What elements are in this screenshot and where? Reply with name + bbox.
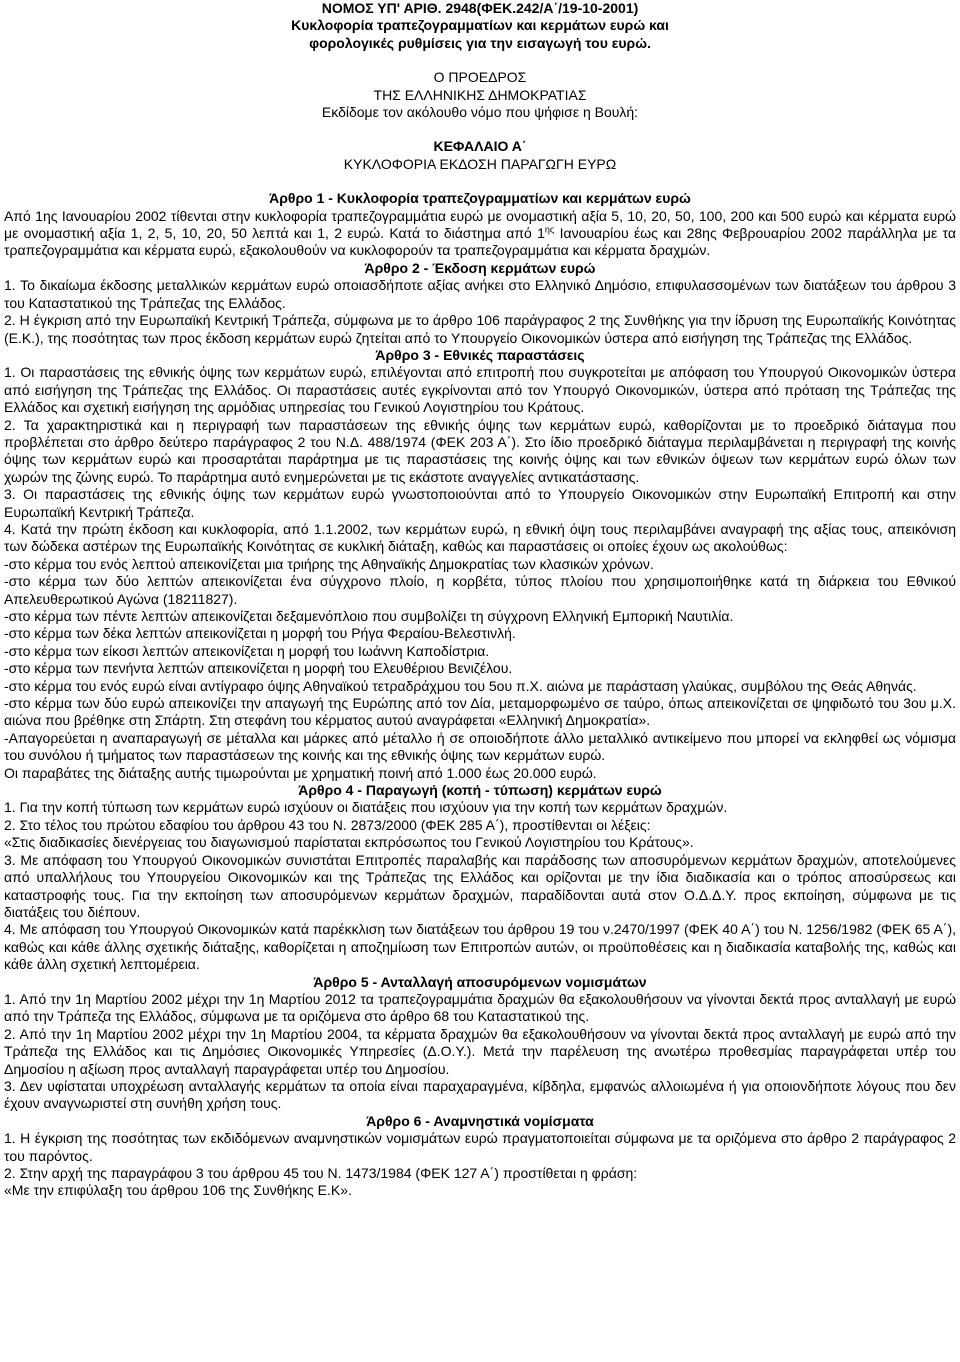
article-3-heading: Άρθρο 3 - Εθνικές παραστάσεις — [375, 346, 585, 363]
article-1-text — [4, 208, 956, 260]
article-4-paragraph-2-quote: «Στις διαδικασίες διενέργειας του διαγωνισμού παρίσταται εκπρόσωπος του Γενικού Λογιστηρίου του Κράτους». — [4, 834, 694, 851]
law-subject-line-2: φορολογικές ρυθμίσεις για την εισαγωγή του ευρώ. — [309, 34, 651, 51]
preamble-president: Ο ΠΡΟΕΔΡΟΣ — [433, 69, 527, 86]
article-5-paragraph-3: 3. Δεν υφίσταται υποχρέωση ανταλλαγής κερμάτων τα οποία είναι παραχαραγμένα, κίβδηλα, εμφανώς αλλοιωμένα ή για οποιονδήποτε λόγους που δεν έχουν αναγνωριστεί στη συνήθη χρήση τους. — [4, 1077, 956, 1112]
preamble-promulgation: Εκδίδομε τον ακόλουθο νόμο που ψήφισε η Βουλή: — [321, 104, 639, 121]
article-6-heading: Άρθρο 6 - Αναμνηστικά νομίσματα — [366, 1112, 594, 1129]
article-5-paragraph-2: 2. Από την 1η Μαρτίου 2002 μέχρι την 1η Μαρτίου 2004, τα κέρματα δραχμών θα εξακολουθήσουν να γίνονται δεκτά προς ανταλλαγή με ευρώ από την Τράπεζα της Ελλάδος και τις Δημόσιες Οικονομικές Υπηρεσίες (Δ.Ο.Υ.). Μετά την παρέλευση της ανωτέρω προθεσμίας παραγράφεται υπέρ του Δημοσίου η αξίωση προς ανταλλαγή παραγράφεται υπέρ του Δημοσίου. — [4, 1025, 956, 1077]
coin-description: -στο κέρμα του ενός ευρώ είναι αντίγραφο όψης Αθηναϊκού τετραδράχμου του 5ου π.Χ. αιώνα με παράσταση γλαύκας, συμβόλου της Θεάς Αθηνάς. — [4, 677, 917, 694]
article-3-paragraph-4: 4. Κατά την πρώτη έκδοση και κυκλοφορία, από 1.1.2002, των κερμάτων ευρώ, η εθνική όψη τους περιλαμβάνει αναγραφή της αξίας τους, απεικόνιση των δώδεκα αστέρων της Ευρωπαϊκής Κοινότητας σε κυκλική διάταξη, καθώς και παραστάσεις οι οποίες έχουν ως ακολούθως: — [4, 520, 956, 555]
law-number-heading: ΝΟΜΟΣ ΥΠ' ΑΡΙΘ. 2948(ΦΕΚ.242/Α΄/19-10-2001) — [321, 0, 639, 16]
chapter-number: ΚΕΦΑΛΑΙΟ Α΄ — [433, 138, 527, 155]
article-3-penalty: Οι παραβάτες της διάταξης αυτής τιμωρούνται με χρηματική ποινή από 1.000 έως 20.000 ευρώ. — [4, 764, 597, 781]
article-1-superscript: ης — [544, 224, 555, 235]
chapter-title: ΚΥΚΛΟΦΟΡΙΑ ΕΚΔΟΣΗ ΠΑΡΑΓΩΓΗ ΕΥΡΩ — [343, 155, 617, 172]
article-4-paragraph-4: 4. Με απόφαση του Υπουργού Οικονομικών κατά παρέκκλιση των διατάξεων του άρθρου 19 του ν.2470/1997 (ΦΕΚ 40 Α΄) του Ν. 1256/1982 (ΦΕΚ 65 Α΄), καθώς και κάθε άλλης σχετικής διάταξης, καθορίζεται η αποζημίωση των Επιτροπών αυτών, οι προϋποθέσεις και η διαδικασία καταβολής της, καθώς και κάθε άλλη σχετική λεπτομέρεια. — [4, 921, 956, 973]
article-3-paragraph-3: 3. Οι παραστάσεις της εθνικής όψης των κερμάτων ευρώ γνωστοποιούνται από το Υπουργείο Οικονομικών στην Ευρωπαϊκή Επιτροπή και στην Ευρωπαϊκή Κεντρική Τράπεζα. — [4, 486, 956, 520]
article-1-text-part-a: Από 1ης Ιανουαρίου 2002 τίθενται στην κυκλοφορία τραπεζογραμμάτια ευρώ με ονομαστική αξία 5, 10, 20, 50, 100, 200 και 500 ευρώ και κέρματα ευρώ με ονομαστική αξία 1, 2, 5, 10, 20, 50 λεπτά και 1, 2 ευρώ. Κατά το διάστημα από 1 — [4, 207, 956, 242]
article-5-heading: Άρθρο 5 - Ανταλλαγή αποσυρόμενων νομισμάτων — [313, 973, 647, 990]
spacer — [4, 173, 956, 190]
article-2-paragraph-2: 2. Η έγκριση από την Ευρωπαϊκή Κεντρική Τράπεζα, σύμφωνα με το άρθρο 106 παράγραφος 2 της Συνθήκης για την ίδρυση της Ευρωπαϊκής Κοινότητας (Ε.Κ.), της ποσότητας των προς έκδοση κερμάτων ευρώ ζητείται από το Υπουργείο Οικονομικών ύστερα από εισήγηση της Τράπεζας της Ελλάδος. — [4, 312, 956, 346]
coin-description: -στο κέρμα των δύο λεπτών απεικονίζεται ένα σύγχρονο πλοίο, η κορβέτα, τύπος πλοίου που χρησιμοποιήθηκε κατά τη διάρκεια του Εθνικού Απελευθερωτικού Αγώνα (18211827). — [4, 573, 956, 607]
coin-description: -στο κέρμα του ενός λεπτού απεικονίζεται μια τριήρης της Αθηναϊκής Δημοκρατίας των κλασικών χρόνων. — [4, 555, 654, 572]
preamble-republic: ΤΗΣ ΕΛΛΗΝΙΚΗΣ ΔΗΜΟΚΡΑΤΙΑΣ — [373, 86, 587, 103]
article-3-paragraph-1: 1. Οι παραστάσεις της εθνικής όψης των κερμάτων ευρώ, επιλέγονται από επιτροπή που συγκροτείται με απόφαση του Υπουργού Οικονομικών ύστερα από εισήγηση της Τράπεζας της Ελλάδος. Οι παραστάσεις αυτές εγκρίνονται από τον Υπουργό Οικονομικών, ύστερα από πρόταση της Τράπεζας της Ελλάδος και σχετική εισήγηση της αρμόδιας υπηρεσίας του Γενικού Λογιστηρίου του Κράτους. — [4, 364, 956, 416]
article-6-paragraph-1: 1. Η έγκριση της ποσότητας των εκδιδόμενων αναμνηστικών νομισμάτων ευρώ πραγματοποιείται σύμφωνα με τα οριζόμενα στο άρθρο 2 παράγραφος 2 του παρόντος. — [4, 1130, 956, 1164]
article-6-paragraph-2-quote: «Με την επιφύλαξη του άρθρου 106 της Συνθήκης Ε.Κ». — [4, 1182, 352, 1199]
article-4-paragraph-1: 1. Για την κοπή τύπωση των κερμάτων ευρώ ισχύουν οι διατάξεις που ισχύουν για την κοπή των κερμάτων δραχμών. — [4, 799, 728, 816]
article-5-paragraph-1: 1. Από την 1η Μαρτίου 2002 μέχρι την 1η Μαρτίου 2012 τα τραπεζογραμμάτια δραχμών θα εξακολουθήσουν να γίνονται δεκτά προς ανταλλαγή με ευρώ από την Τράπεζα της Ελλάδος, σύμφωνα με τα οριζόμενα στο άρθρο 68 του Καταστατικού της. — [4, 990, 956, 1025]
coin-description: -στο κέρμα των δέκα λεπτών απεικονίζεται η μορφή του Ρήγα Φεραίου-Βελεστινλή. — [4, 625, 516, 642]
article-2-paragraph-1: 1. Το δικαίωμα έκδοσης μεταλλικών κερμάτων ευρώ οποιασδήποτε αξίας ανήκει στο Ελληνικό Δημόσιο, επιφυλασσομένων των διατάξεων του άρθρου 3 του Καταστατικού της Τράπεζας της Ελλάδος. — [4, 277, 956, 311]
article-3-paragraph-2: 2. Τα χαρακτηριστικά και η περιγραφή των παραστάσεων της εθνικής όψης των κερμάτων ευρώ, καθορίζονται με το προεδρικό διάταγμα που προβλέπεται στο άρθρο δεύτερο παράγραφος 2 του Ν.Δ. 488/1974 (ΦΕΚ 203 Α΄). Στο ίδιο προεδρικό διάταγμα περιλαμβάνεται η περιγραφή της κοινής όψης των κερμάτων ευρώ και προσαρτάται παράρτημα με τις παραστάσεις της κοινής όψης και των εθνικών όψεων των κερμάτων ευρώ όλων των χωρών της ζώνης ευρώ. Το παράρτημα αυτό ενημερώνεται με τις εκάστοτε αναγγελίες αντικατάστασης. — [4, 416, 956, 485]
article-4-paragraph-2: 2. Στο τέλος του πρώτου εδαφίου του άρθρου 43 του Ν. 2873/2000 (ΦΕΚ 285 Α΄), προστίθενται οι λέξεις: — [4, 816, 651, 833]
coin-description: -στο κέρμα των πέντε λεπτών απεικονίζεται δεξαμενόπλοιο που συμβολίζει τη σύγχρονη Ελληνική Εμπορική Ναυτιλία. — [4, 608, 734, 624]
article-1-heading: Άρθρο 1 - Κυκλοφορία τραπεζογραμματίων και κερμάτων ευρώ — [269, 190, 691, 207]
law-subject-line-1: Κυκλοφορία τραπεζογραμματίων και κερμάτων ευρώ και — [291, 17, 669, 34]
spacer — [4, 121, 956, 138]
article-2-heading: Άρθρο 2 - Έκδοση κερμάτων ευρώ — [364, 259, 596, 276]
article-4-heading: Άρθρο 4 - Παραγωγή (κοπή - τύπωση) κερμάτων ευρώ — [298, 782, 662, 799]
coin-description: -στο κέρμα των πενήντα λεπτών απεικονίζεται η μορφή του Ελευθέριου Βενιζέλου. — [4, 660, 513, 677]
article-4-paragraph-3: 3. Με απόφαση του Υπουργού Οικονομικών συνιστάται Επιτροπές παραλαβής και παράδοσης των αποσυρόμενων κερμάτων δραχμών, αποτελούμενες από υπαλλήλους του Υπουργείου Οικονομικών και της Τράπεζας της Ελλάδος και ορίζονται με την ίδια διαδικασία και ο τρόπος αποσύρσεως και καταστροφής τους. Για την εκποίηση των αποσυρόμενων κερμάτων δραχμών, παραδίδονται αυτά στον Ο.Δ.Δ.Υ. προς εκποίηση, σύμφωνα με τις διατάξεις του διέπουν. — [4, 851, 956, 920]
article-6-paragraph-2: 2. Στην αρχή της παραγράφου 3 του άρθρου 45 του Ν. 1473/1984 (ΦΕΚ 127 Α΄) προστίθεται η φράση: — [4, 1165, 638, 1181]
coin-description: -Απαγορεύεται η αναπαραγωγή σε μέταλλα και μάρκες από μέταλλο ή σε οποιοδήποτε άλλο μεταλλικό αντικείμενο που μπορεί να εκληφθεί ως νόμισμα του συνόλου ή τμήματος των παραστάσεων της κοινής και της εθνικής όψης των κερμάτων ευρώ. — [4, 729, 956, 764]
coin-description: -στο κέρμα των είκοσι λεπτών απεικονίζεται η μορφή του Ιωάννη Καποδίστρια. — [4, 642, 490, 659]
coin-description: -στο κέρμα των δύο ευρώ απεικονίζει την απαγωγή της Ευρώπης από τον Δία, μεταμορφωμένο σε ταύρο, όπως απεικονίζεται σε ψηφιδωτό του 3ου μ.Χ. αιώνα που βρέθηκε στη Σπάρτη. Στη στεφάνη του κέρματος αυτού αναγράφεται «Ελληνική Δημοκρατία». — [4, 695, 956, 729]
spacer — [4, 52, 956, 69]
article-1-text-part-b: Ιανουαρίου έως και 28ης Φεβρουαρίου 2002 παράλληλα με τα τραπεζογραμμάτια και κέρματα ευρώ, εξακολουθούν να κυκλοφορούν τα τραπεζογραμμάτια και κέρματα δραχμών. — [4, 225, 956, 259]
